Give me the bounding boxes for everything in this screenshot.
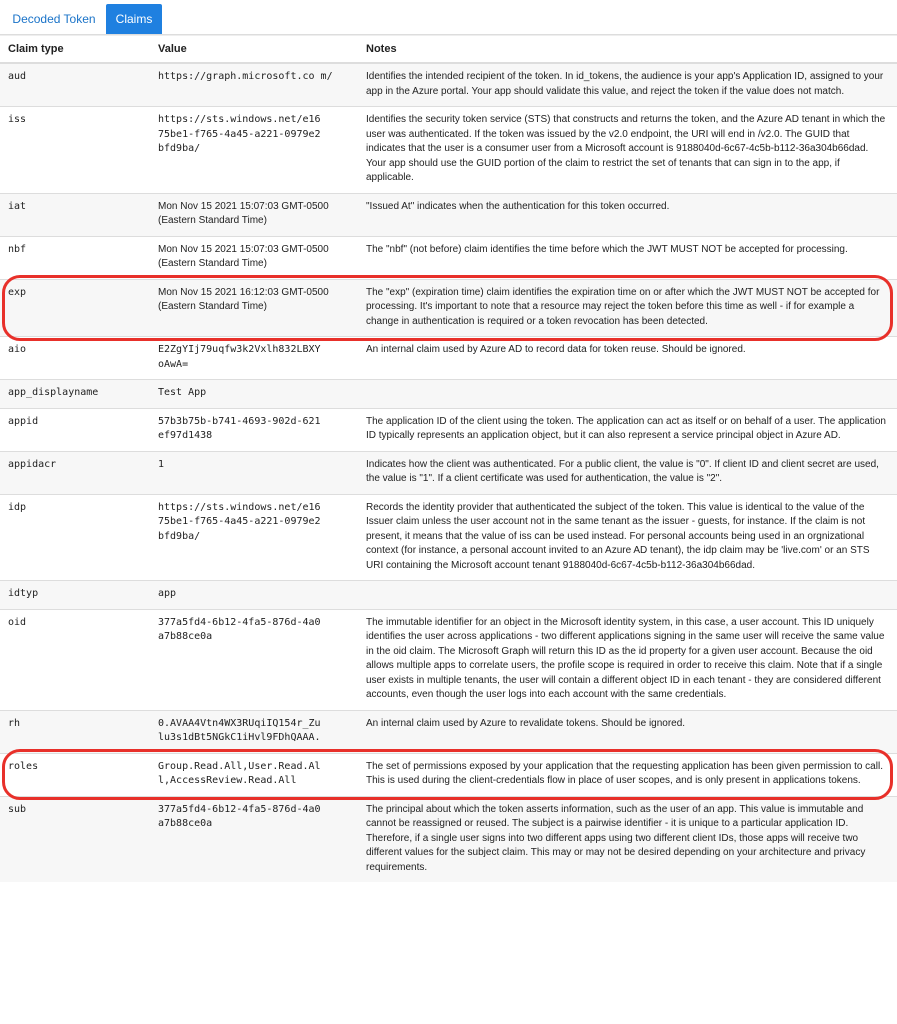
table-row [0,494,897,581]
table-row [0,710,897,753]
claim-type-cell: oid [0,609,150,710]
claim-type-cell: rh [0,710,150,753]
table-row [0,796,897,882]
claim-type-cell: roles [0,753,150,796]
claim-value-cell: 1 [150,451,358,494]
claim-type-cell: exp [0,279,150,337]
claim-value-cell: 377a5fd4-6b12-4fa5-876d-4a0 a7b88ce0a [150,609,358,710]
claim-notes-cell: The principal about which the token asserts information, such as the user of an app. This value is immutable and cannot be reassigned or reused. The subject is a pairwise identifier - it is unique to a particular application ID. Therefore, if a single user signs into two different apps using two different client IDs, those apps will receive two different values for the subject claim. This may or may not be desired depending on your architecture and privacy requirements. [358,796,897,882]
claim-type-cell: iat [0,193,150,236]
claim-notes-cell: The "exp" (expiration time) claim identifies the expiration time on or after which the JWT MUST NOT be accepted for processing. It's important to note that a resource may reject the token before this time as well - if for example a change in authentication is required or a token revocation has been detected. [358,279,897,337]
claim-value-cell: E2ZgYIj79uqfw3k2Vxlh832LBXY oAwA= [150,337,358,380]
claims-table [0,35,897,882]
claim-notes-cell [358,380,897,409]
claim-type-cell: iss [0,107,150,194]
claim-notes-cell [358,581,897,610]
claim-notes-cell: The "nbf" (not before) claim identifies the time before which the JWT MUST NOT be accepted for processing. [358,236,897,279]
claim-notes-cell: The application ID of the client using the token. The application can act as itself or on behalf of a user. The application ID typically represents an application object, but it can also represent a service principal object in Azure AD. [358,408,897,451]
table-row [0,408,897,451]
claim-value-cell: Group.Read.All,User.Read.Al l,AccessReview.Read.All [150,753,358,796]
claim-value-cell: 57b3b75b-b741-4693-902d-621 ef97d1438 [150,408,358,451]
claim-value-cell: 377a5fd4-6b12-4fa5-876d-4a0 a7b88ce0a [150,796,358,882]
column-header-claim-type: Claim type [0,36,150,64]
claim-value-cell: Mon Nov 15 2021 15:07:03 GMT-0500 (Eastern Standard Time) [150,236,358,279]
tab-decoded-token[interactable]: Decoded Token [12,12,96,26]
claim-type-cell: aud [0,63,150,107]
table-row [0,380,897,409]
claim-value-cell: Mon Nov 15 2021 15:07:03 GMT-0500 (Eastern Standard Time) [150,193,358,236]
claim-value-cell: Mon Nov 15 2021 16:12:03 GMT-0500 (Eastern Standard Time) [150,279,358,337]
tab-claims[interactable]: Claims [106,4,162,34]
table-header-row [0,36,897,64]
claim-value-cell: app [150,581,358,610]
tab-bar [0,0,897,35]
table-row [0,63,897,107]
table-row [0,609,897,710]
claim-value-cell: Test App [150,380,358,409]
claim-notes-cell: An internal claim used by Azure AD to record data for token reuse. Should be ignored. [358,337,897,380]
table-row [0,581,897,610]
claim-type-cell: idtyp [0,581,150,610]
table-row [0,279,897,337]
column-header-value: Value [150,36,358,64]
table-row [0,337,897,380]
claim-value-cell: https://graph.microsoft.co m/ [150,63,358,107]
table-row [0,753,897,796]
table-row [0,451,897,494]
claim-type-cell: appid [0,408,150,451]
claim-notes-cell: Indicates how the client was authenticated. For a public client, the value is "0". If client ID and client secret are used, the value is "1". If a client certificate was used for authentication, the value is "2". [358,451,897,494]
claim-type-cell: aio [0,337,150,380]
claim-notes-cell: The set of permissions exposed by your application that the requesting application has been given permission to call. This is used during the client-credentials flow in place of user scopes, and is only present in applications tokens. [358,753,897,796]
claim-notes-cell: The immutable identifier for an object in the Microsoft identity system, in this case, a user account. This ID uniquely identifies the user across applications - two different applications signing in the same user will receive the same value in the oid claim. The Microsoft Graph will return this ID as the id property for a given user account. Because the oid allows multiple apps to correlate users, the profile scope is required in order to receive this claim. Note that if a single user exists in multiple tenants, the user will contain a different object ID in each tenant - they are considered different accounts, even though the user logs into each account with the same credentials. [358,609,897,710]
claim-notes-cell: "Issued At" indicates when the authentication for this token occurred. [358,193,897,236]
claim-notes-cell: Records the identity provider that authenticated the subject of the token. This value is identical to the value of the Issuer claim unless the user account not in the same tenant as the issuer - guests, for instance. If the claim is not present, it means that the value of iss can be used instead. For personal accounts being used in an orgnizational context (for instance, a personal account invited to an Azure AD tenant), the idp claim may be 'live.com' or an STS URI containing the Microsoft account tenant 9188040d-6c67-4c5b-b112-36a304b66dad. [358,494,897,581]
claim-value-cell: https://sts.windows.net/e16 75be1-f765-4a45-a221-0979e2 bfd9ba/ [150,494,358,581]
claim-type-cell: nbf [0,236,150,279]
claim-type-cell: app_displayname [0,380,150,409]
claim-notes-cell: An internal claim used by Azure to revalidate tokens. Should be ignored. [358,710,897,753]
claim-value-cell: https://sts.windows.net/e16 75be1-f765-4a45-a221-0979e2 bfd9ba/ [150,107,358,194]
claim-type-cell: sub [0,796,150,882]
claim-type-cell: appidacr [0,451,150,494]
claim-notes-cell: Identifies the intended recipient of the token. In id_tokens, the audience is your app's Application ID, assigned to your app in the Azure portal. Your app should validate this value, and reject the token if the value does not match. [358,63,897,107]
table-row [0,193,897,236]
column-header-notes: Notes [358,36,897,64]
claim-notes-cell: Identifies the security token service (STS) that constructs and returns the token, and the Azure AD tenant in which the user was authenticated. If the token was issued by the v2.0 endpoint, the URI will end in /v2.0. The GUID that indicates that the user is a consumer user from a Microsoft account is 9188040d-6c67-4c5b-b112-36a304b66dad. Your app should use the GUID portion of the claim to restrict the set of tenants that can sign in to the app, if applicable. [358,107,897,194]
table-row [0,107,897,194]
claim-value-cell: 0.AVAA4Vtn4WX3RUqiIQ154r_Zu lu3s1dBt5NGkC1iHvl9FDhQAAA. [150,710,358,753]
table-row [0,236,897,279]
claim-type-cell: idp [0,494,150,581]
